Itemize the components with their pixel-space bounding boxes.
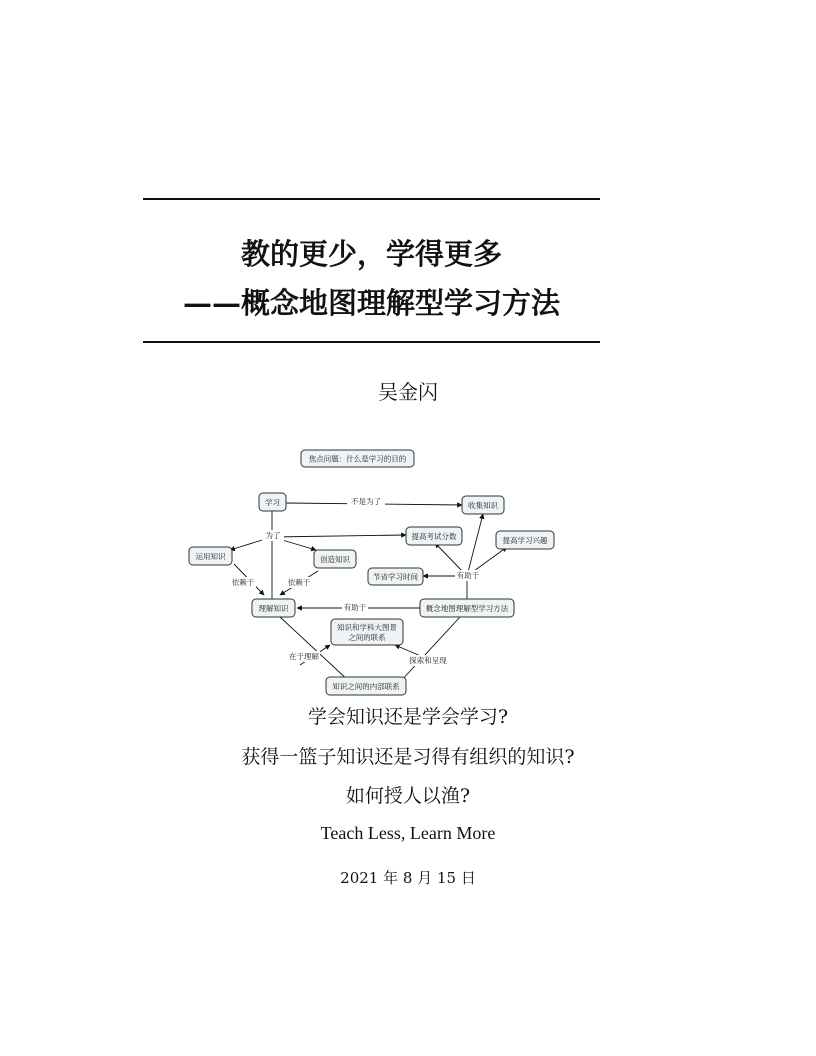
node-label: 运用知识: [195, 552, 226, 561]
top-rule: [143, 198, 600, 200]
date: 2021 年 8 月 15 日: [340, 869, 476, 887]
question-1: 学会知识还是学会学习?: [307, 706, 509, 728]
node-label: 之间的联系: [348, 633, 386, 642]
title-line-2: ——概念地图理解型学习方法: [182, 286, 560, 320]
node-daxitu: [331, 619, 403, 645]
title-line-1: 教的更少，学得更多: [240, 237, 502, 271]
node-label: 节省学习时间: [373, 572, 418, 582]
link-label: 在于理解: [289, 652, 319, 661]
link-label: 依赖于: [231, 578, 255, 587]
node-label: 理解知识: [258, 604, 289, 613]
node-chuangzao: [314, 550, 356, 568]
node-tigao-fenshu: [406, 527, 462, 545]
author: 吴金闪: [378, 380, 438, 404]
question-2: 获得一篮子知识还是习得有组织的知识?: [241, 746, 575, 768]
question-3: 如何授人以渔?: [345, 785, 471, 807]
node-label: 概念地图理解型学习方法: [425, 604, 509, 613]
link-label: 不是为了: [351, 497, 381, 506]
bottom-rule: [143, 341, 600, 343]
node-label: 学习: [265, 498, 280, 507]
node-label: 收集知识: [468, 501, 498, 510]
node-label: 知识和学科大图景: [337, 623, 397, 632]
concept-map: [180, 440, 570, 700]
node-jiesheng: [368, 568, 423, 585]
link-label: 有助于: [343, 603, 367, 612]
node-gainian: [420, 599, 514, 617]
link-label: 探索和呈现: [409, 656, 447, 665]
node-label: 提高学习兴趣: [502, 536, 548, 545]
node-label: 知识之间的内部联系: [332, 682, 400, 691]
link-label: 有助于: [456, 571, 480, 580]
link-label: 依赖于: [287, 578, 311, 587]
node-neibu: [326, 677, 406, 695]
node-shouji: [462, 496, 504, 514]
node-xuexi: [259, 493, 286, 511]
node-tigao-xingqu: [496, 531, 554, 549]
focus-question-node: [301, 450, 414, 467]
english-tagline: Teach Less, Learn More: [320, 823, 496, 843]
node-yunyong: [189, 547, 232, 565]
node-lijie: [252, 599, 295, 617]
concept-map-edges: [230, 503, 507, 682]
link-label: 为了: [265, 531, 281, 540]
focus-question-text: 焦点问题：什么是学习的目的: [308, 454, 407, 464]
node-label: 提高考试分数: [411, 532, 457, 541]
node-label: 创造知识: [320, 555, 350, 564]
